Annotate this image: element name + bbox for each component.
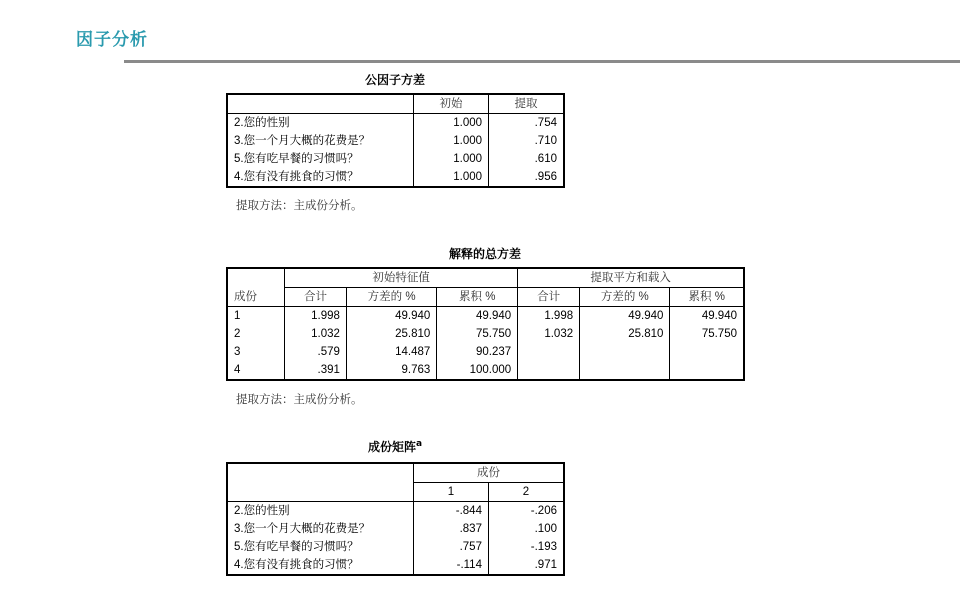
component-id: 1 — [227, 307, 285, 326]
cell-ext-pct — [580, 343, 670, 361]
sub-header-pct: 方差的 % — [346, 288, 436, 307]
sub-header-cum: 累积 % — [670, 288, 744, 307]
cell-ext-total: 1.998 — [518, 307, 580, 326]
sub-header-pct: 方差的 % — [580, 288, 670, 307]
cell-ext-pct — [580, 361, 670, 380]
cell-extraction: .710 — [489, 132, 564, 150]
cell-extraction: .610 — [489, 150, 564, 168]
cell-ext-total: 1.032 — [518, 325, 580, 343]
table-row — [227, 361, 744, 380]
cell-ext-cum: 75.750 — [670, 325, 744, 343]
matrix-col-1: 1 — [413, 483, 488, 502]
cell-initial: 1.000 — [413, 132, 488, 150]
row-label: 5.您有吃早餐的习惯吗？ — [227, 538, 413, 556]
table-row — [227, 150, 564, 168]
cell-loading-1: -.114 — [413, 556, 488, 575]
row-label: 5.您有吃早餐的习惯吗？ — [227, 150, 413, 168]
component-matrix-table — [226, 462, 565, 576]
cell-initial: 1.000 — [413, 168, 488, 187]
table-row — [227, 114, 564, 133]
group-header-extraction: 提取平方和载入 — [518, 268, 744, 288]
component-header: 成份 — [227, 268, 285, 307]
sub-header-cum: 累积 % — [437, 288, 518, 307]
cell-pct: 9.763 — [346, 361, 436, 380]
cell-cum: 49.940 — [437, 307, 518, 326]
cell-cum: 90.237 — [437, 343, 518, 361]
table-row — [227, 502, 564, 521]
table-row — [227, 307, 744, 326]
communalities-footnote: 提取方法：主成份分析。 — [236, 198, 363, 212]
table-row — [227, 325, 744, 343]
cell-extraction: .754 — [489, 114, 564, 133]
cell-pct: 14.487 — [346, 343, 436, 361]
row-label: 2.您的性别 — [227, 502, 413, 521]
title-divider — [124, 60, 960, 63]
communalities-corner — [227, 94, 413, 114]
page-title: 因子分析 — [76, 30, 148, 50]
cell-initial: 1.000 — [413, 114, 488, 133]
table-row — [227, 538, 564, 556]
table-row — [227, 343, 744, 361]
cell-ext-pct: 25.810 — [580, 325, 670, 343]
table-row — [227, 556, 564, 575]
cell-loading-1: -.844 — [413, 502, 488, 521]
cell-ext-total — [518, 361, 580, 380]
component-id: 2 — [227, 325, 285, 343]
cell-loading-2: -.206 — [488, 502, 564, 521]
cell-loading-2: .971 — [488, 556, 564, 575]
cell-total: .579 — [285, 343, 347, 361]
matrix-caption-text: 成份矩阵 — [367, 440, 416, 454]
cell-cum: 100.000 — [437, 361, 518, 380]
cell-loading-2: -.193 — [488, 538, 564, 556]
cell-initial: 1.000 — [413, 150, 488, 168]
row-label: 4.您有没有挑食的习惯？ — [227, 556, 413, 575]
row-label: 2.您的性别 — [227, 114, 413, 133]
cell-loading-1: .757 — [413, 538, 488, 556]
cell-ext-cum — [670, 361, 744, 380]
column-header-extraction: 提取 — [489, 94, 564, 114]
component-id: 3 — [227, 343, 285, 361]
matrix-corner — [227, 463, 413, 502]
cell-total: 1.998 — [285, 307, 347, 326]
cell-extraction: .956 — [489, 168, 564, 187]
variance-footnote: 提取方法：主成份分析。 — [236, 392, 363, 406]
variance-table — [226, 267, 745, 381]
cell-pct: 25.810 — [346, 325, 436, 343]
table-row — [227, 132, 564, 150]
column-header-initial: 初始 — [413, 94, 488, 114]
cell-ext-cum: 49.940 — [670, 307, 744, 326]
matrix-component-header: 成份 — [413, 463, 564, 483]
group-header-initial: 初始特征值 — [285, 268, 518, 288]
communalities-caption: 公因子方差 — [364, 73, 425, 87]
cell-ext-total — [518, 343, 580, 361]
variance-caption: 解释的总方差 — [448, 247, 521, 261]
cell-loading-2: .100 — [488, 520, 564, 538]
matrix-col-2: 2 — [488, 483, 564, 502]
communalities-table — [226, 93, 565, 188]
sub-header-total: 合计 — [518, 288, 580, 307]
row-label: 3.您一个月大概的花费是？ — [227, 132, 413, 150]
cell-loading-1: .837 — [413, 520, 488, 538]
matrix-caption-footnote-mark: a — [415, 439, 423, 449]
matrix-caption — [226, 438, 564, 455]
cell-ext-pct: 49.940 — [580, 307, 670, 326]
sub-header-total: 合计 — [285, 288, 347, 307]
row-label: 4.您有没有挑食的习惯？ — [227, 168, 413, 187]
cell-ext-cum — [670, 343, 744, 361]
cell-cum: 75.750 — [437, 325, 518, 343]
table-row — [227, 168, 564, 187]
cell-pct: 49.940 — [346, 307, 436, 326]
cell-total: 1.032 — [285, 325, 347, 343]
component-id: 4 — [227, 361, 285, 380]
table-row — [227, 520, 564, 538]
row-label: 3.您一个月大概的花费是？ — [227, 520, 413, 538]
cell-total: .391 — [285, 361, 347, 380]
